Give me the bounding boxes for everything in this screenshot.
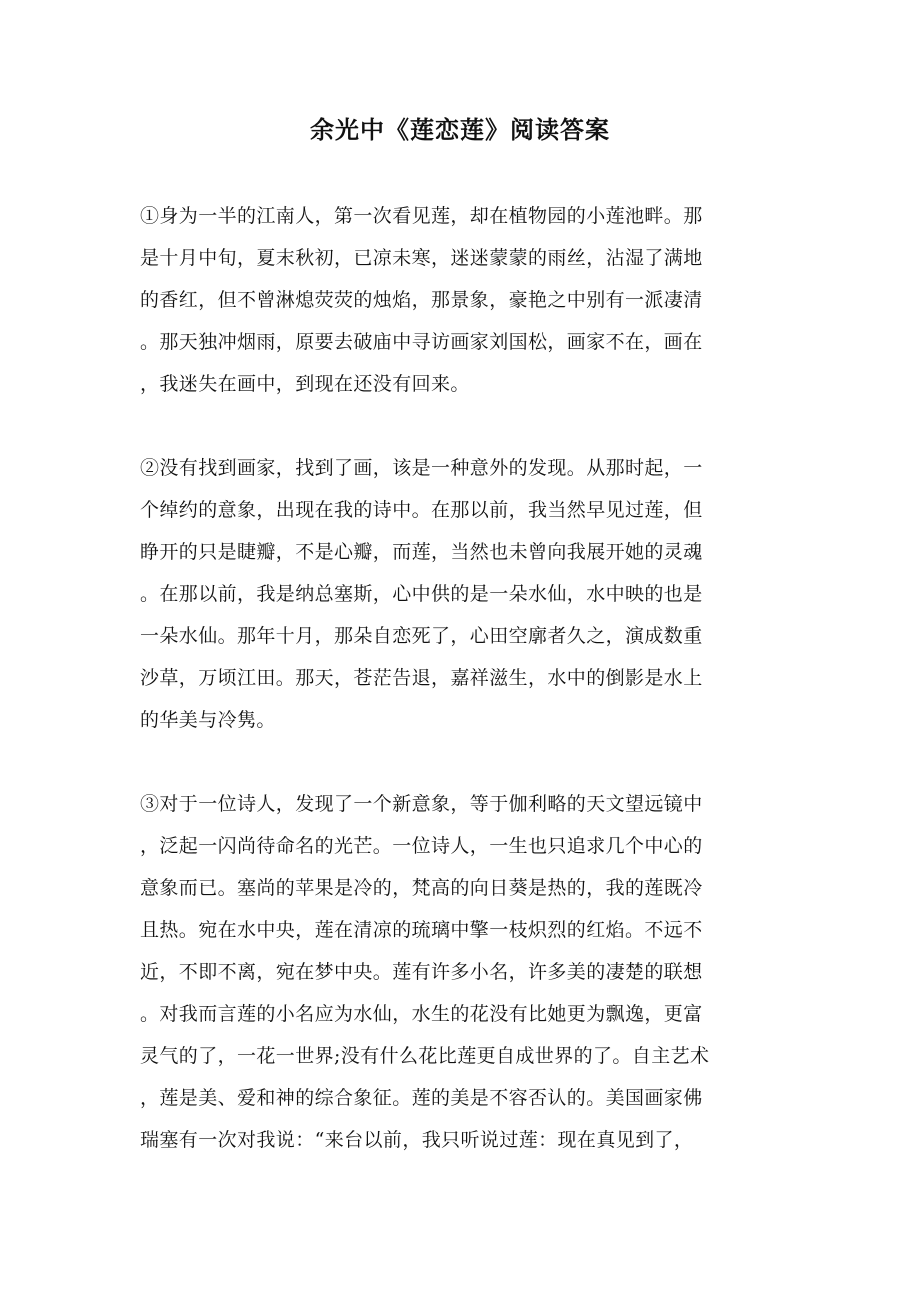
document-title: 余光中《莲恋莲》阅读答案: [310, 115, 610, 144]
paragraph-line: 睁开的只是睫瓣，不是心瓣，而莲，当然也未曾向我展开她的灵魂: [140, 541, 703, 563]
paragraph-line: 近，不即不离，宛在梦中央。莲有许多小名，许多美的凄楚的联想: [140, 961, 703, 983]
document-body: [140, 195, 780, 1203]
paragraph-line: 是十月中旬，夏末秋初，已凉未寒，迷迷蒙蒙的雨丝，沾湿了满地: [140, 247, 703, 269]
paragraph-line: 的香红，但不曾淋熄荧荧的烛焰，那景象，豪艳之中别有一派凄清: [140, 289, 703, 311]
paragraph-line: 。对我而言莲的小名应为水仙，水生的花没有比她更为飘逸，更富: [140, 1003, 703, 1025]
paragraph-line: 瑞塞有一次对我说：“来台以前，我只听说过莲：现在真见到了，: [140, 1129, 694, 1151]
paragraph-line: ③对于一位诗人，发现了一个新意象，等于伽利略的天文望远镜中: [140, 793, 703, 815]
paragraph-line: ①身为一半的江南人，第一次看见莲，却在植物园的小莲池畔。那: [140, 205, 703, 227]
paragraph-1: [140, 195, 780, 405]
paragraph-line: 且热。宛在水中央，莲在清凉的琉璃中擎一枝炽烈的红焰。不远不: [140, 919, 703, 941]
paragraph-line: 。在那以前，我是纳总塞斯，心中供的是一朵水仙，水中映的也是: [140, 583, 703, 605]
paragraph-line: 一朵水仙。那年十月，那朵自恋死了，心田空廓者久之，演成数重: [140, 625, 703, 647]
paragraph-line: 的华美与冷隽。: [140, 709, 276, 731]
paragraph-line: 灵气的了，一花一世界;没有什么花比莲更自成世界的了。自主艺术: [140, 1045, 710, 1067]
paragraph-line: ，我迷失在画中，到现在还没有回来。: [140, 373, 470, 395]
paragraph-3: [140, 783, 780, 1161]
paragraph-line: 个绰约的意象，出现在我的诗中。在那以前，我当然早见过莲，但: [140, 499, 703, 521]
paragraph-line: 。那天独冲烟雨，原要去破庙中寻访画家刘国松，画家不在，画在: [140, 331, 703, 353]
paragraph-line: 意象而已。塞尚的苹果是冷的，梵高的向日葵是热的，我的莲既冷: [140, 877, 703, 899]
paragraph-line: ，泛起一闪尚待命名的光芒。一位诗人，一生也只追求几个中心的: [140, 835, 703, 857]
paragraph-line: ②没有找到画家，找到了画，该是一种意外的发现。从那时起，一: [140, 457, 703, 479]
paragraph-line: 沙草，万顷江田。那天，苍茫告退，嘉祥滋生，水中的倒影是水上: [140, 667, 703, 689]
paragraph-2: [140, 447, 780, 741]
paragraph-line: ，莲是美、爱和神的综合象征。莲的美是不容否认的。美国画家佛: [140, 1087, 703, 1109]
